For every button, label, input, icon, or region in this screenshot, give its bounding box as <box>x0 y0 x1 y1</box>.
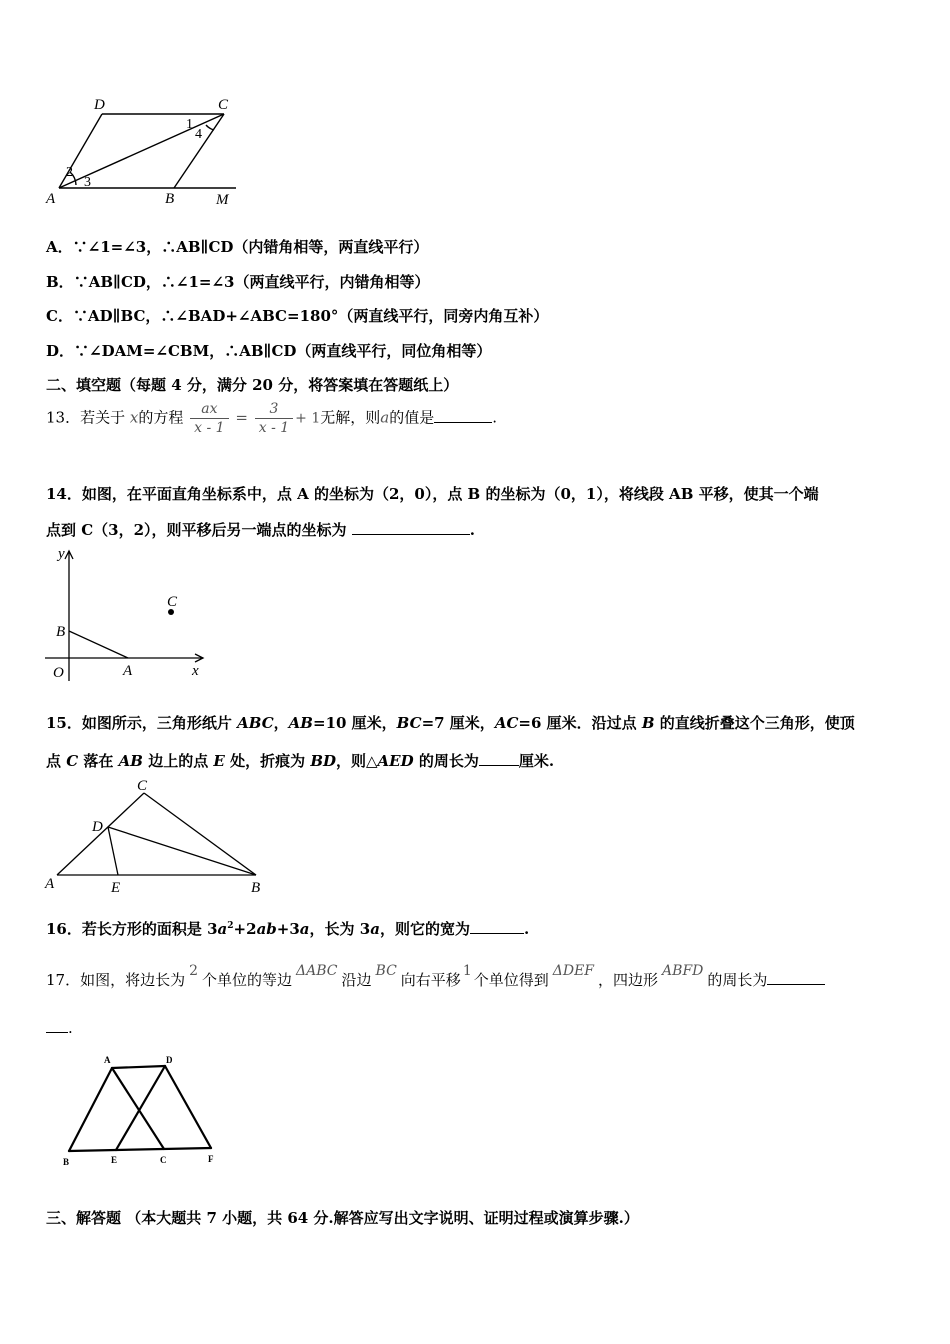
option-d <box>46 340 491 361</box>
text: 落在 <box>78 752 119 770</box>
text: ， <box>273 714 289 732</box>
answer-blank[interactable] <box>352 520 470 535</box>
angle-3-label: 3 <box>84 175 91 190</box>
text: 的值是 <box>389 408 435 427</box>
label-b: B <box>165 191 175 207</box>
question-17-line-2 <box>46 1018 73 1037</box>
var: C <box>66 752 79 770</box>
angle-2-label: 2 <box>66 165 73 180</box>
triangle-figure <box>44 774 274 899</box>
var-x: x <box>129 408 139 427</box>
label-a: A <box>104 1055 111 1065</box>
equals: = <box>235 408 248 427</box>
period: . <box>469 521 475 539</box>
text: ，则△ <box>336 752 378 770</box>
var: AB <box>118 752 143 770</box>
angle-4-label: 4 <box>195 127 202 142</box>
label-b: B <box>56 624 66 640</box>
label-a: A <box>45 876 55 892</box>
number-2: 2 <box>189 963 199 979</box>
var-a: a <box>299 920 310 938</box>
question-17-line-1 <box>46 958 825 993</box>
coordinate-figure <box>40 543 220 683</box>
question-number: 13． <box>46 408 81 427</box>
var: AB <box>288 714 313 732</box>
label-b: B <box>251 880 261 896</box>
segment-df <box>165 1066 211 1148</box>
text: 厘米. <box>518 752 555 770</box>
label-m: M <box>216 192 229 208</box>
var: E <box>213 752 225 770</box>
segment-ad <box>112 1066 165 1068</box>
section-3-title: 三、解答题 （本大题共 7 小题，共 64 分.解答应写出文字说明、证明过程或演算步骤.） <box>46 1209 639 1227</box>
parallelogram-figure <box>44 95 244 210</box>
text: 的周长为 <box>413 752 479 770</box>
question-15-line-1 <box>46 712 855 733</box>
numerator: 3 <box>255 400 293 419</box>
var: B <box>641 714 655 732</box>
text: 若关于 <box>80 408 126 427</box>
label-d: D <box>166 1055 173 1065</box>
text: =6 厘米．沿过点 <box>518 714 642 732</box>
label-x: x <box>192 663 199 679</box>
text: 个单位的等边 <box>202 971 293 989</box>
var: ABC <box>237 714 274 732</box>
answer-blank[interactable] <box>470 919 524 934</box>
label-c: C <box>160 1155 167 1165</box>
label-c: C <box>137 778 148 794</box>
text: +3 <box>276 920 300 938</box>
option-letter: C． <box>46 307 73 325</box>
segment-bf <box>69 1148 211 1151</box>
question-13 <box>46 400 497 437</box>
numerator: ax <box>190 400 228 419</box>
number-1: 1 <box>462 963 472 979</box>
text: 的方程 <box>138 408 184 427</box>
segment-ab <box>69 1068 112 1151</box>
var-a: a <box>370 920 380 938</box>
label-o: O <box>53 665 64 681</box>
option-text: ∵AB∥CD，∴∠1=∠3（两直线平行，内错角相等） <box>73 273 430 291</box>
label-a: A <box>123 663 133 679</box>
text: ，则它的宽为 <box>379 920 470 938</box>
option-c <box>46 305 548 326</box>
period: . <box>68 1019 73 1037</box>
var-a: a <box>380 408 390 427</box>
option-letter: A． <box>46 238 73 256</box>
section-2-title: 二、填空题（每题 4 分，满分 20 分，将答案填在答题纸上） <box>46 376 459 394</box>
label-b: B <box>63 1157 70 1167</box>
translation-figure <box>58 1053 228 1173</box>
answer-blank-continued[interactable] <box>46 1018 68 1033</box>
denominator: x - 1 <box>258 420 290 436</box>
var: BD <box>310 752 336 770</box>
text: 点 <box>46 752 67 770</box>
var-ab: ab <box>256 920 277 938</box>
answer-blank[interactable] <box>767 970 825 985</box>
answer-blank[interactable] <box>434 408 492 423</box>
text: 处，折痕为 <box>224 752 311 770</box>
label-c: C <box>218 97 229 113</box>
text: 无解，则 <box>320 408 381 427</box>
var: AC <box>494 714 519 732</box>
option-text: ∵AD∥BC，∴∠BAD+∠ABC=180°（两直线平行，同旁内角互补） <box>72 307 549 325</box>
text: ，长为 3 <box>309 920 371 938</box>
label-a: A <box>46 191 56 207</box>
text: 的周长为 <box>707 971 768 989</box>
period: . <box>492 408 498 427</box>
question-16 <box>46 918 529 939</box>
quadrilateral-abfd: ABFD <box>662 963 704 979</box>
plus-one: + 1 <box>295 410 321 427</box>
text: 个单位得到 <box>473 971 549 989</box>
triangle-abc: ΔABC <box>296 963 338 979</box>
text: 边上的点 <box>142 752 214 770</box>
question-15-line-2 <box>46 750 554 771</box>
text: 16．若长方形的面积是 3 <box>46 920 218 938</box>
option-letter: D． <box>46 342 75 360</box>
text: ，四边形 <box>598 971 659 989</box>
var: BC <box>396 714 422 732</box>
text: =7 厘米， <box>421 714 495 732</box>
text: 17．如图，将边长为 <box>46 971 186 989</box>
label-e: E <box>111 1155 118 1165</box>
segment-cb <box>144 793 256 875</box>
option-text: ∵∠1=∠3，∴AB∥CD（内错角相等，两直线平行） <box>72 238 429 256</box>
exponent: 2 <box>227 921 234 931</box>
label-c: C <box>167 594 178 610</box>
answer-blank[interactable] <box>479 751 519 766</box>
text: 向右平移 <box>400 971 461 989</box>
text: 15．如图所示，三角形纸片 <box>46 714 238 732</box>
triangle-def: ΔDEF <box>552 963 595 979</box>
period: . <box>523 920 530 938</box>
side-bc: BC <box>375 963 397 979</box>
segment-db <box>108 827 256 875</box>
text: +2 <box>233 920 257 938</box>
label-y: y <box>58 546 65 562</box>
text: 的直线折叠这个三角形，使顶 <box>654 714 855 732</box>
angle-1-label: 1 <box>186 117 193 132</box>
question-14-line-2 <box>46 519 475 540</box>
segment-de <box>108 827 118 875</box>
question-14-line-1: 14．如图，在平面直角坐标系中，点 A 的坐标为（2，0），点 B 的坐标为（0，1），将线段 AB 平移，使其一个端 <box>46 485 819 503</box>
option-letter: B． <box>46 273 74 291</box>
segment-ab <box>69 631 128 658</box>
var: AED <box>377 752 414 770</box>
text: 沿边 <box>341 971 372 989</box>
option-text: ∵∠DAM=∠CBM，∴AB∥CD（两直线平行，同位角相等） <box>74 342 492 360</box>
label-f: F <box>208 1154 214 1164</box>
label-d: D <box>94 97 105 113</box>
text: =10 厘米， <box>313 714 397 732</box>
fraction-3-over-x-minus-1 <box>255 400 293 437</box>
fraction-ax-over-x-minus-1 <box>190 400 228 437</box>
option-a <box>46 236 428 257</box>
label-d: D <box>92 819 103 835</box>
label-e: E <box>111 880 121 896</box>
text: 点到 C（3，2），则平移后另一端点的坐标为 <box>46 521 352 539</box>
option-b <box>46 271 429 292</box>
denominator: x - 1 <box>194 420 225 436</box>
var-a: a <box>217 920 228 938</box>
